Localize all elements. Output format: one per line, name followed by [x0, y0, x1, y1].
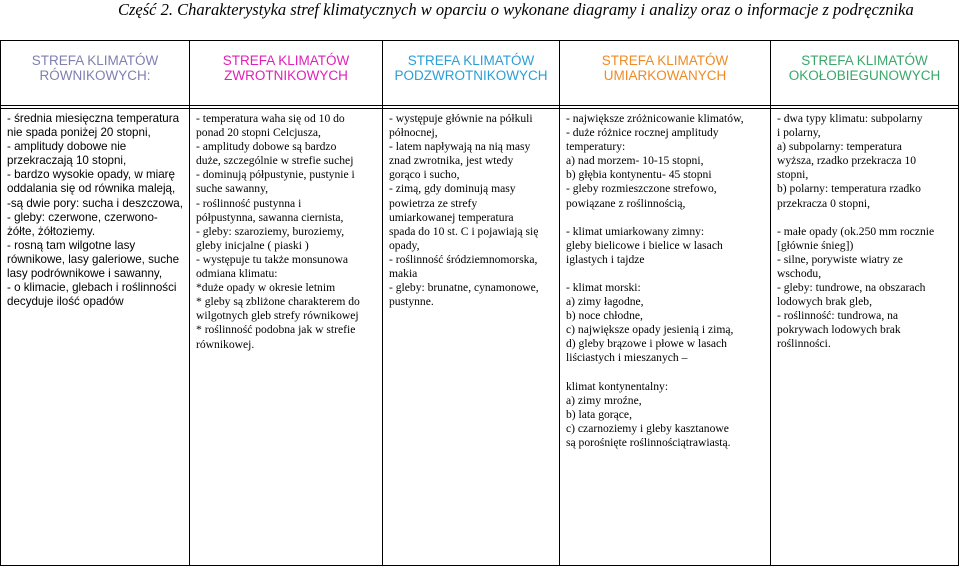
body-text-line: - bardzo wysokie opady, w miarę — [7, 168, 175, 182]
body-text-line: * gleby są zbliżone charakterem do — [196, 295, 360, 309]
page-title: Część 2. Charakterystyka stref klimatycznych w oparciu o wykonane diagramy i analizy oraz o informacje z podręcznika — [118, 0, 914, 19]
body-text-line: liściastych i mieszanych – — [566, 351, 688, 365]
body-text-line: a) zimy łagodne, — [566, 295, 644, 309]
body-text-line: lasy podrównikowe i sawanny, — [7, 267, 163, 281]
zone-header-line: PODZWROTNIKOWYCH — [394, 68, 548, 83]
body-text-line: - amplitudy dobowe są bardzo — [196, 140, 337, 154]
body-text-line: równikowej. — [196, 337, 255, 351]
body-text-line: i polarny, — [777, 126, 821, 140]
body-text-line: odmiana klimatu: — [196, 267, 278, 281]
body-text-line: - gleby: szaroziemy, buroziemy, — [196, 224, 345, 238]
zone-header-line: STREFA KLIMATÓW — [222, 53, 350, 68]
zone-header-line: STREFA KLIMATÓW — [407, 53, 535, 68]
body-text-line: - gleby: brunatne, cynamonowe, — [389, 281, 539, 295]
body-text-line: [głównie śnieg]) — [777, 238, 854, 252]
body-text-line: - zimą, gdy dominują masy — [389, 182, 516, 196]
body-text-line: przekracza 0 stopni, — [777, 196, 871, 210]
body-text-line: lodowych brak gleb, — [777, 295, 872, 309]
body-text-line: - gleby: tundrowe, na obszarach — [777, 281, 926, 295]
zone-header-tropical — [190, 41, 383, 106]
zone-header-line: OKOŁOBIEGUNOWYCH — [788, 68, 941, 83]
body-text-line: b) polarny: temperatura rzadko — [777, 182, 921, 196]
body-text-line: - dominują półpustynie, pustynie i — [196, 168, 355, 182]
body-text-line: gleby inicjalne ( piaski ) — [196, 238, 309, 252]
zone-body-polar — [771, 109, 959, 566]
body-text-line: *duże opady w okresie letnim — [196, 281, 336, 295]
body-text-line: roślinności. — [777, 337, 831, 351]
body-row — [1, 109, 959, 566]
body-text-line: d) gleby brązowe i płowe w lasach — [566, 337, 727, 351]
body-text-line: - średnia miesięczna temperatura — [7, 112, 180, 125]
zone-header-polar — [771, 41, 959, 106]
body-text-line: suche sawanny, — [196, 182, 269, 196]
zone-header-line: STREFA KLIMATÓW — [801, 53, 928, 68]
body-text-line — [777, 211, 952, 225]
body-text-line: - latem napływają na nią masy — [389, 140, 531, 154]
body-text-line: umiarkowanej temperatura — [389, 210, 514, 224]
body-text-line: - silne, porywiste wiatry ze — [777, 252, 903, 266]
body-text-line: - temperatura waha się od 10 do — [196, 112, 345, 125]
body-text-line — [566, 267, 764, 281]
body-text-line: a) subpolarny: temperatura — [777, 140, 902, 154]
body-text-line: wilgotnych gleb strefy równikowej — [196, 309, 359, 323]
climate-zones-table — [0, 40, 959, 566]
body-text-line: wyższa, rzadko przekracza 10 — [777, 154, 917, 168]
body-text-line: iglastych i tajdze — [566, 252, 645, 266]
body-text-line: równikowe, lasy galeriowe, suche — [7, 252, 180, 266]
body-text-line: - roślinność: tundrowa, na — [777, 309, 899, 323]
body-text-line: b) głębia kontynentu- 45 stopni — [566, 168, 712, 182]
zone-header-equatorial — [1, 41, 190, 106]
body-text-line — [566, 366, 764, 380]
body-text-line: powietrza ze strefy — [389, 196, 478, 210]
zone-body-tropical — [190, 109, 383, 566]
body-text-line: powiązane z roślinnością, — [566, 196, 686, 210]
body-text-line: - dwa typy klimatu: subpolarny — [777, 112, 923, 125]
body-text-line: wschodu, — [777, 266, 822, 280]
body-text-line: północnej, — [389, 126, 438, 140]
body-text-line: decyduje ilość opadów — [7, 295, 124, 309]
zone-header-line: STREFA KLIMATÓW — [601, 53, 729, 68]
body-text-line: b) lata gorące, — [566, 407, 632, 421]
body-text-line: oddalania się od równika maleją, — [7, 182, 176, 196]
body-text-line: c) czarnoziemy i gleby kasztanowe — [566, 421, 729, 435]
zone-header-line: RÓWNIKOWYCH: — [39, 68, 151, 83]
body-text-line: temperatury: — [566, 140, 626, 154]
zone-header-line: STREFA KLIMATÓW — [31, 53, 159, 68]
body-text-line: - klimat morski: — [566, 280, 641, 294]
body-text-line: ponad 20 stopni Celcjusza, — [196, 126, 321, 140]
body-text-line: gleby bielicowe i bielice w lasach — [566, 238, 723, 252]
body-text-line: spada do 10 st. C i pojawiają się — [389, 224, 539, 238]
body-text-line: a) nad morzem- 10-15 stopni, — [566, 154, 704, 168]
body-text-line: - małe opady (ok.250 mm rocznie — [777, 224, 935, 238]
body-text-line: a) zimy mroźne, — [566, 393, 642, 407]
body-text-line: duże, szczególnie w strefie suchej — [196, 154, 354, 168]
body-text-line: - roślinność śródziemnomorska, — [389, 252, 538, 266]
zone-header-line: UMIARKOWANYCH — [603, 68, 727, 83]
body-text-line — [566, 211, 764, 225]
body-text-line: - występuje tu także monsunowa — [196, 252, 348, 266]
body-text-line: nie spada poniżej 20 stopni, — [7, 126, 151, 140]
body-text-line: stopni, — [777, 168, 809, 182]
body-text-line: - największe zróżnicowanie klimatów, — [566, 112, 744, 125]
body-text-line: - klimat umiarkowany zimny: — [566, 224, 705, 238]
body-text-line: - rosną tam wilgotne lasy — [7, 238, 136, 252]
body-text-line: pokrywach lodowych brak — [777, 323, 901, 337]
body-text-line: - roślinność pustynna i — [196, 196, 302, 210]
body-text-line: c) największe opady jesienią i zimą, — [566, 323, 734, 337]
body-text-line: - gleby rozmieszczone strefowo, — [566, 182, 717, 196]
body-text-line: opady, — [389, 238, 420, 252]
zone-header-temperate — [560, 41, 771, 106]
zone-body-subtropical — [383, 109, 560, 566]
body-text-line: b) noce chłodne, — [566, 309, 643, 323]
header-row — [1, 41, 959, 106]
body-text-line: - występuje głównie na półkuli — [389, 112, 533, 125]
body-text-line: - amplitudy dobowe nie — [7, 140, 127, 154]
zone-body-temperate — [560, 109, 771, 566]
body-text-line: - duże różnice rocznej amplitudy — [566, 126, 719, 140]
zone-header-line: ZWROTNIKOWYCH — [224, 68, 348, 83]
body-text-line: - gleby: czerwone, czerwono- — [7, 210, 158, 224]
body-text-line: znad zwrotnika, jest wtedy — [389, 154, 514, 168]
body-text-line: przekraczają 10 stopni, — [7, 154, 127, 168]
body-text-line: * roślinność podobna jak w strefie — [196, 323, 356, 337]
body-text-line: pustynne. — [389, 295, 434, 309]
body-text-line: gorąco i sucho, — [389, 168, 460, 182]
body-text-line: makia — [389, 267, 418, 281]
body-text-line: -są dwie pory: sucha i deszczowa, — [7, 196, 183, 210]
body-text-line: - o klimacie, glebach i roślinności — [7, 281, 177, 295]
body-text-line: półpustynna, sawanna ciernista, — [196, 210, 344, 224]
zone-header-subtropical — [383, 41, 560, 106]
body-text-line: są porośnięte roślinnościątrawiastą. — [566, 435, 731, 449]
body-text-line: klimat kontynentalny: — [566, 379, 669, 393]
zone-body-equatorial — [1, 109, 190, 566]
body-text-line: żółte, żółtoziemy. — [7, 224, 96, 238]
